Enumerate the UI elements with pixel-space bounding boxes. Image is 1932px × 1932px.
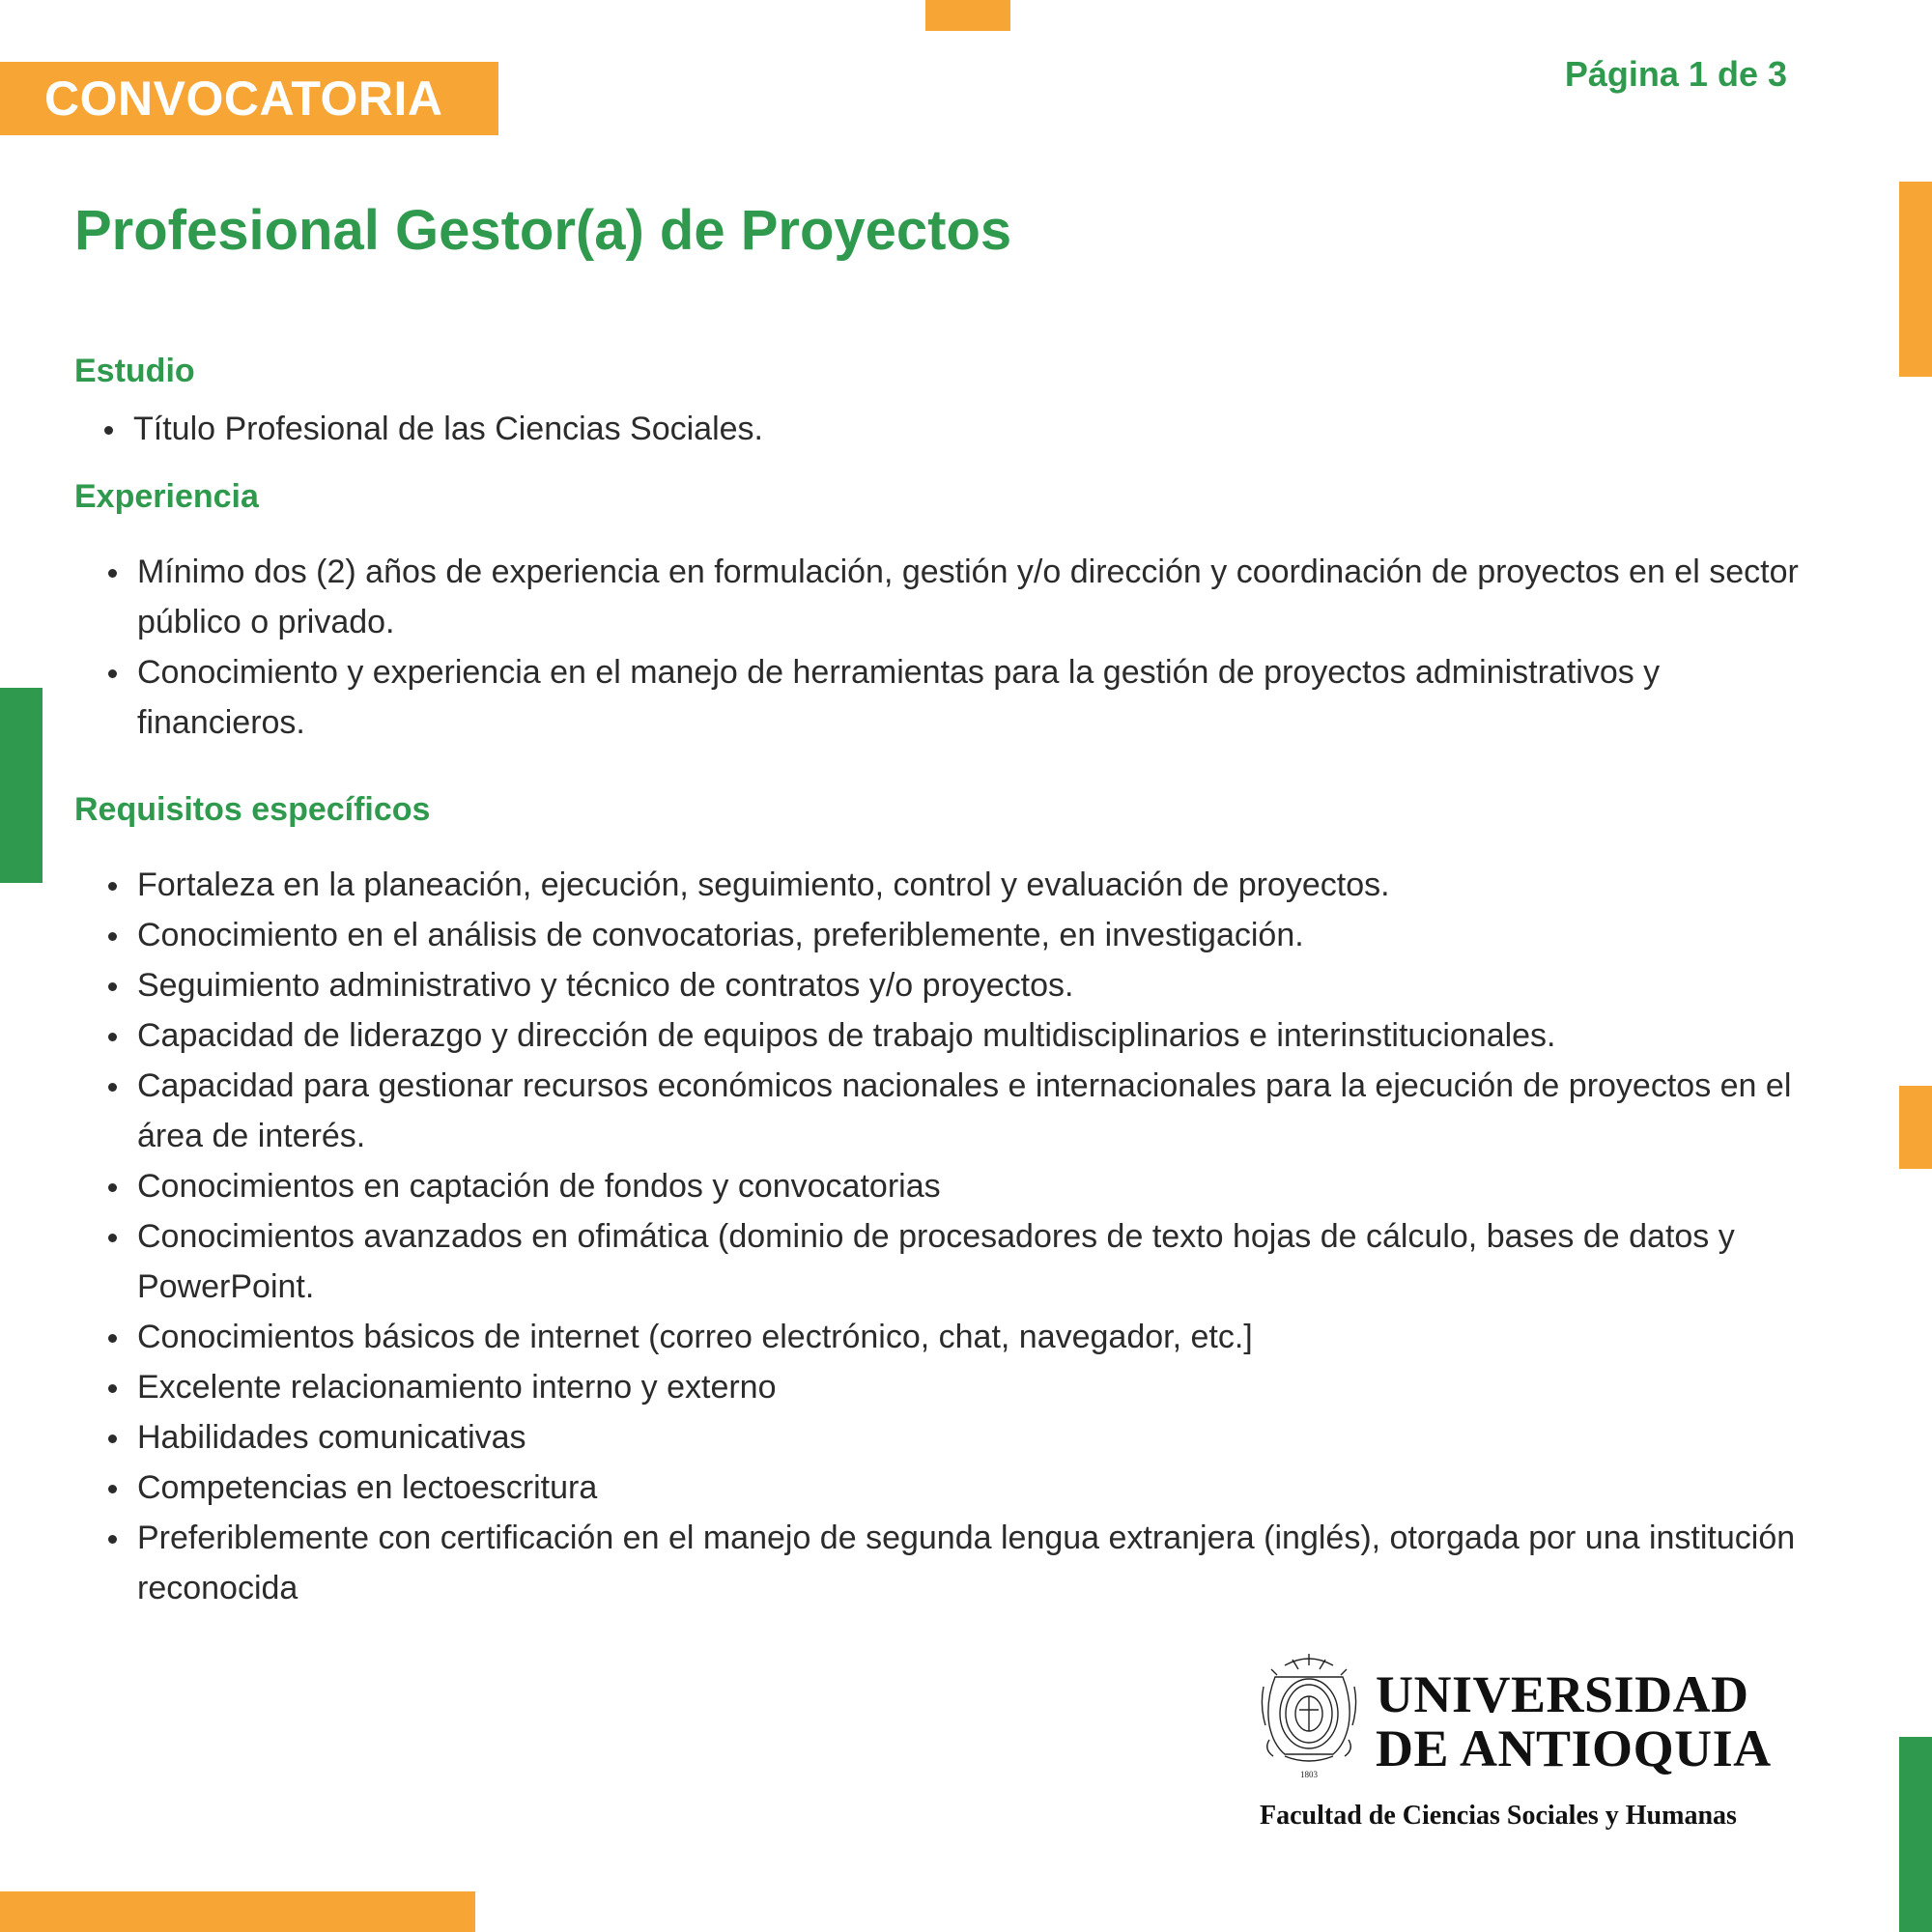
list-item: Capacidad para gestionar recursos económicos nacionales e internacionales para la ejecución de proyectos en el área de interés. — [104, 1061, 1804, 1161]
estudio-list — [100, 404, 1801, 454]
university-name — [1376, 1667, 1772, 1776]
seal-year: 1803 — [1300, 1770, 1318, 1779]
page-indicator: Página 1 de 3 — [1564, 54, 1787, 94]
decorative-bar-bottom — [0, 1891, 475, 1932]
decorative-bar-right-upper — [1899, 182, 1932, 377]
list-item: Conocimiento y experiencia en el manejo de herramientas para la gestión de proyectos administrativos y financieros. — [104, 647, 1804, 748]
decorative-bar-right-lower — [1899, 1737, 1932, 1932]
convocatoria-badge: CONVOCATORIA — [0, 62, 498, 135]
list-item: Conocimientos avanzados en ofimática (dominio de procesadores de texto hojas de cálculo, bases de datos y PowerPoint. — [104, 1211, 1804, 1312]
university-logo — [1256, 1648, 1816, 1841]
section-heading-estudio: Estudio — [74, 353, 195, 389]
decorative-bar-top — [925, 0, 1010, 31]
section-heading-experiencia: Experiencia — [74, 478, 259, 515]
list-item: Preferiblemente con certificación en el manejo de segunda lengua extranjera (inglés), otorgada por una institución reconocida — [104, 1513, 1804, 1613]
university-seal-icon — [1256, 1648, 1362, 1783]
decorative-bar-right-middle — [1899, 1086, 1932, 1169]
university-name-line1: UNIVERSIDAD — [1376, 1665, 1749, 1723]
list-item: Competencias en lectoescritura — [104, 1463, 1804, 1513]
requisitos-list — [104, 860, 1804, 1613]
list-item: Conocimientos en captación de fondos y convocatorias — [104, 1161, 1804, 1211]
list-item: Fortaleza en la planeación, ejecución, seguimiento, control y evaluación de proyectos. — [104, 860, 1804, 910]
section-heading-requisitos: Requisitos específicos — [74, 791, 431, 828]
list-item: Habilidades comunicativas — [104, 1412, 1804, 1463]
university-name-line2: DE ANTIOQUIA — [1376, 1719, 1772, 1777]
page-title: Profesional Gestor(a) de Proyectos — [74, 199, 1012, 262]
faculty-name: Facultad de Ciencias Sociales y Humanas — [1260, 1801, 1737, 1831]
list-item: Conocimiento en el análisis de convocatorias, preferiblemente, en investigación. — [104, 910, 1804, 960]
list-item: Título Profesional de las Ciencias Sociales. — [100, 404, 1801, 454]
list-item: Conocimientos básicos de internet (correo electrónico, chat, navegador, etc.] — [104, 1312, 1804, 1362]
list-item: Seguimiento administrativo y técnico de contratos y/o proyectos. — [104, 960, 1804, 1010]
list-item: Excelente relacionamiento interno y externo — [104, 1362, 1804, 1412]
decorative-bar-left — [0, 688, 43, 883]
list-item: Capacidad de liderazgo y dirección de equipos de trabajo multidisciplinarios e interinstitucionales. — [104, 1010, 1804, 1061]
list-item: Mínimo dos (2) años de experiencia en formulación, gestión y/o dirección y coordinación de proyectos en el sector público o privado. — [104, 547, 1804, 647]
experiencia-list — [104, 547, 1804, 748]
